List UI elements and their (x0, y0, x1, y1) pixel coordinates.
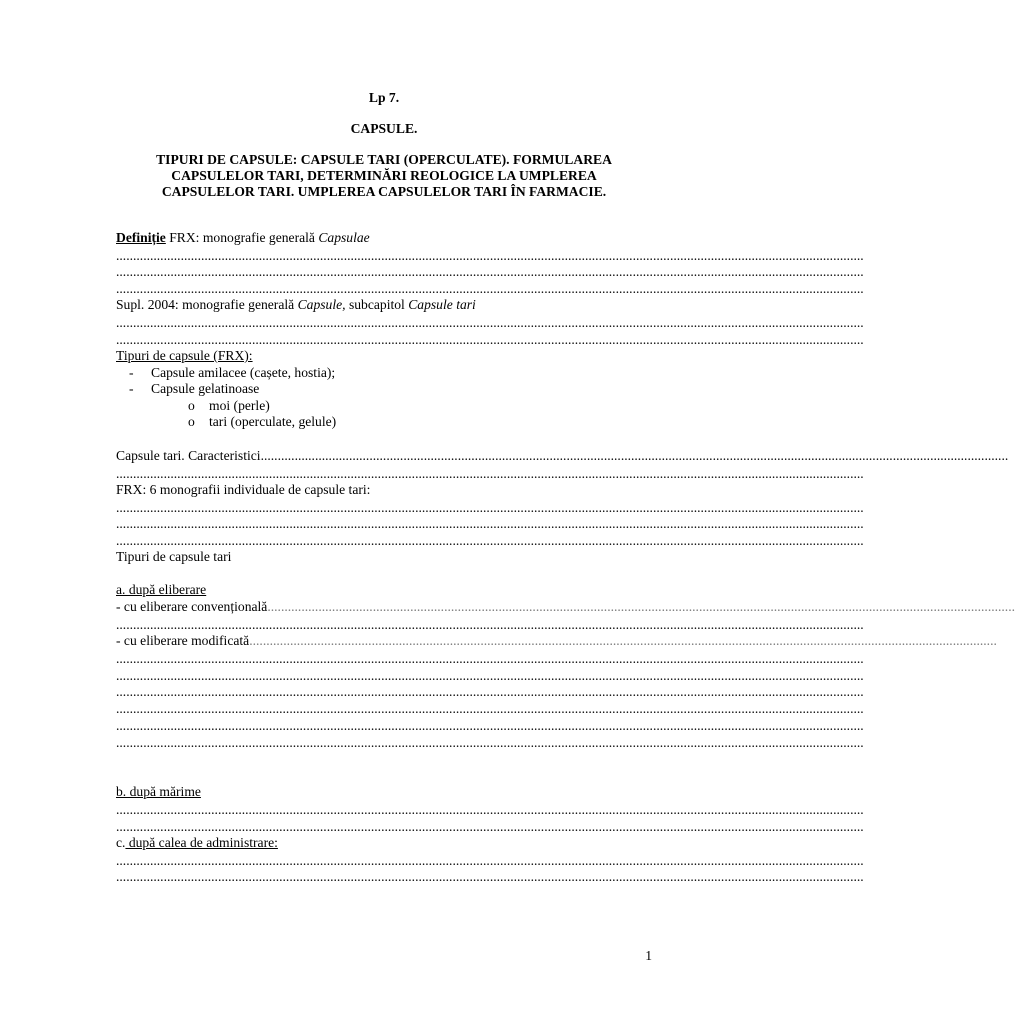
modificata-line (116, 633, 997, 649)
subtitle-line-1: TIPURI DE CAPSULE: CAPSULE TARI (OPERCULATE). FORMULAREA (156, 152, 612, 167)
modificata-label: - cu eliberare modificată (116, 633, 250, 648)
supl-italic-2: Capsule tari (408, 297, 476, 312)
fill-line: ............................................................................................................................................................................................................................ (116, 281, 864, 296)
fill-line: ............................................................................................................................................................................................................................ (116, 248, 864, 263)
fill-line: ............................................................................................................................................................................................................................ (116, 684, 864, 699)
supl-line (116, 297, 651, 313)
bullet-moi (188, 398, 723, 414)
fill-line: ............................................................................................................................................................................................................................ (116, 735, 864, 750)
modificata-dots: ............................................................................................................................................................................................................................ (249, 633, 997, 648)
fill-line: ............................................................................................................................................................................................................................ (116, 533, 864, 548)
caracteristici-label: Capsule tari. Caracteristici (116, 448, 261, 463)
definitie-text: FRX: monografie generală (165, 230, 319, 245)
circle-bullet: o (188, 414, 195, 429)
fill-line: ............................................................................................................................................................................................................................ (116, 853, 864, 868)
fill-line: ............................................................................................................................................................................................................................ (116, 668, 864, 683)
administrare-prefix: c. (116, 835, 126, 850)
caracteristici-dots: ............................................................................................................................................................................................................................ (260, 448, 1009, 463)
fill-line: ............................................................................................................................................................................................................................ (116, 869, 864, 884)
fill-line: ............................................................................................................................................................................................................................ (116, 264, 864, 279)
definitie-italic: Capsulae (318, 230, 370, 245)
page-number: 1 (645, 948, 652, 963)
fill-line: ............................................................................................................................................................................................................................ (116, 802, 864, 817)
list-item-moi: moi (perle) (209, 398, 270, 413)
fill-line: ............................................................................................................................................................................................................................ (116, 500, 864, 515)
bullet-amilacee (129, 365, 664, 381)
tipuri-heading: Tipuri de capsule (FRX): (116, 348, 253, 363)
dash-bullet: - (129, 365, 134, 380)
marime-heading: b. după mărime (116, 784, 201, 799)
supl-text-2: subcapitol (345, 297, 409, 312)
fill-line: ............................................................................................................................................................................................................................ (116, 516, 864, 531)
list-item-gelatinoase: Capsule gelatinoase (151, 381, 260, 396)
lab-number: Lp 7. (368, 90, 400, 105)
fill-line: ............................................................................................................................................................................................................................ (116, 466, 864, 481)
bullet-tari (188, 414, 723, 430)
supl-text-1: Supl. 2004: monografie generală (116, 297, 298, 312)
list-item-tari: tari (operculate, gelule) (209, 414, 337, 429)
administrare-heading: după calea de administrare: (125, 835, 278, 850)
supl-italic-1: Capsule, (297, 297, 346, 312)
definitie-label: Definiție (116, 230, 166, 245)
subtitle-line-2: CAPSULELOR TARI, DETERMINĂRI REOLOGICE LA UMPLEREA (171, 168, 597, 183)
dash-bullet: - (129, 381, 134, 396)
fill-line: ............................................................................................................................................................................................................................ (116, 701, 864, 716)
administrare-line (116, 835, 651, 851)
conventionala-line (116, 599, 1015, 615)
fill-line: ............................................................................................................................................................................................................................ (116, 651, 864, 666)
eliberare-heading: a. după eliberare (116, 582, 207, 597)
fill-line: ............................................................................................................................................................................................................................ (116, 315, 864, 330)
frx6-line: FRX: 6 monografii individuale de capsule tari: (116, 482, 371, 497)
circle-bullet: o (188, 398, 195, 413)
subtitle-line-3: CAPSULELOR TARI. UMPLEREA CAPSULELOR TARI ÎN FARMACIE. (161, 184, 607, 199)
fill-line: ............................................................................................................................................................................................................................ (116, 332, 864, 347)
list-item-amilacee: Capsule amilacee (cașete, hostia); (151, 365, 336, 380)
fill-line: ............................................................................................................................................................................................................................ (116, 819, 864, 834)
caracteristici-line (116, 448, 1009, 464)
conventionala-label: - cu eliberare convențională (116, 599, 268, 614)
fill-line: ............................................................................................................................................................................................................................ (116, 718, 864, 733)
bullet-gelatinoase (129, 381, 664, 397)
page-title: CAPSULE. (350, 121, 418, 136)
conventionala-dots: ............................................................................................................................................................................................................................ (267, 599, 1015, 614)
tipuri-tari-line: Tipuri de capsule tari (116, 549, 232, 564)
definitie-line (116, 230, 651, 246)
fill-line: ............................................................................................................................................................................................................................ (116, 617, 864, 632)
